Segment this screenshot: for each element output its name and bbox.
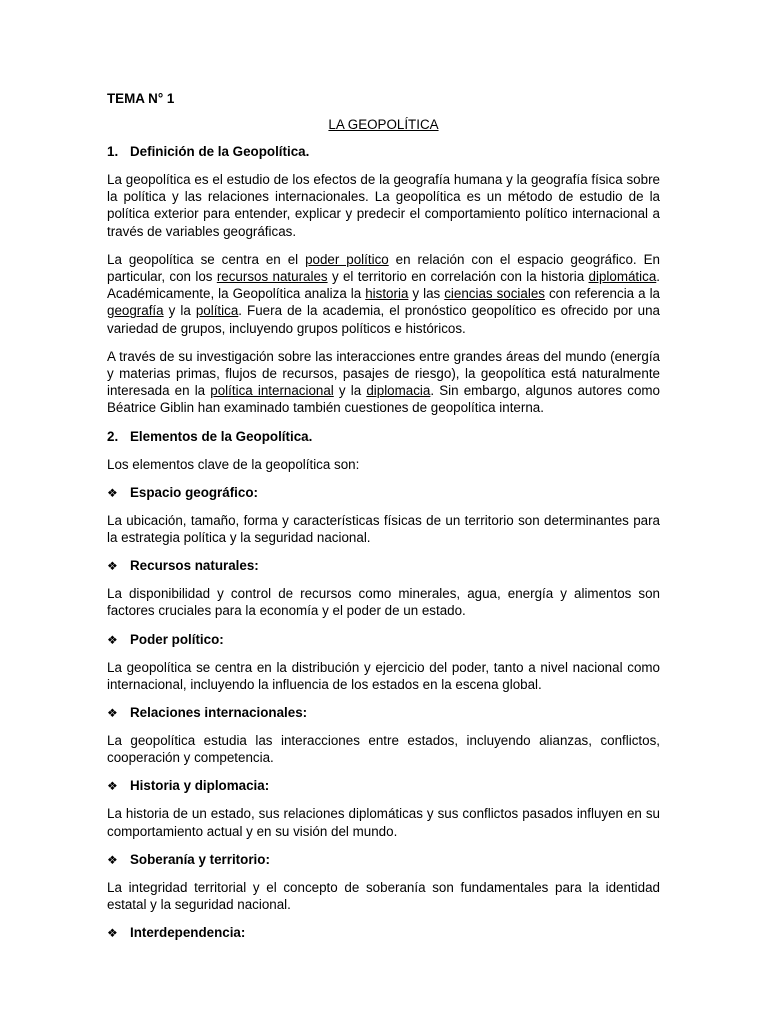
item-text-soberania-territorio: La integridad territorial y el concepto de soberanía son fundamentales para la identidad estatal y la seguridad nacional.: [107, 879, 660, 913]
diamond-bullet-icon: ❖: [107, 852, 118, 867]
item-heading-espacio-geografico: ❖ Espacio geográfico:: [107, 484, 258, 500]
section-2-title: Elementos de la Geopolítica.: [130, 428, 313, 444]
item-heading-poder-politico: ❖ Poder político:: [107, 631, 224, 647]
section-2-number: 2.: [107, 428, 119, 444]
document-title: LA GEOPOLÍTICA: [328, 117, 439, 132]
diamond-bullet-icon: ❖: [107, 485, 118, 500]
link-diplomatica[interactable]: diplomática: [588, 269, 657, 285]
link-recursos-naturales[interactable]: recursos naturales: [216, 269, 328, 285]
diamond-bullet-icon: ❖: [107, 706, 118, 721]
section-1-paragraph-3: A través de su investigación sobre las interacciones entre grandes áreas del mundo (energía y materias primas, flujos de recursos, pasajes de riesgo), la geopolítica está naturalmente interesada en la política internacional y la diplomacia. Sin embargo, algunos autores como Béatrice Giblin han examinado también cuestiones de geopolítica interna.: [107, 348, 661, 416]
item-heading-historia-diplomacia: ❖ Historia y diplomacia:: [107, 778, 270, 794]
item-heading-interdependencia: ❖ Interdependencia:: [107, 925, 246, 941]
item-heading-relaciones-internacionales: ❖ Relaciones internacionales:: [107, 705, 308, 721]
section-2-intro: Los elementos clave de la geopolítica son:: [107, 456, 360, 472]
link-geografia[interactable]: geografía: [107, 303, 164, 319]
link-politica-internacional[interactable]: política internacional: [210, 383, 334, 399]
link-politica[interactable]: política: [195, 303, 239, 319]
tema-label: TEMA N° 1: [107, 91, 175, 106]
item-text-espacio-geografico: La ubicación, tamaño, forma y características físicas de un territorio son determinantes para la estrategia política y la seguridad nacional.: [107, 512, 660, 546]
link-diplomacia[interactable]: diplomacia: [366, 383, 431, 399]
item-heading-recursos-naturales: ❖ Recursos naturales:: [107, 558, 259, 574]
diamond-bullet-icon: ❖: [107, 779, 118, 794]
document-page: [107, 90, 660, 952]
item-text-poder-politico: La geopolítica se centra en la distribución y ejercicio del poder, tanto a nivel nacional como internacional, incluyendo la influencia de los estados en la escena global.: [107, 659, 660, 692]
link-poder-politico[interactable]: poder político: [305, 251, 389, 267]
diamond-bullet-icon: ❖: [107, 632, 118, 647]
section-1-paragraph-2: La geopolítica se centra en el poder político en relación con el espacio geográfico. En particular, con los recursos naturales y el territorio en correlación con la historia diplomática. Académicamente, la Geopolítica analiza la historia y las ciencias sociales con referencia a la geografía y la política. Fuera de la academia, el pronóstico geopolítico es ofrecido por una variedad de grupos, incluyendo grupos políticos e históricos.: [107, 251, 661, 336]
link-ciencias-sociales[interactable]: ciencias sociales: [444, 286, 545, 302]
diamond-bullet-icon: ❖: [107, 559, 118, 574]
item-text-historia-diplomacia: La historia de un estado, sus relaciones diplomáticas y sus conflictos pasados influyen en su comportamiento actual y en su visión del mundo.: [107, 806, 660, 839]
section-1-heading: [107, 143, 660, 160]
section-2-heading: [107, 428, 660, 445]
link-historia[interactable]: historia: [365, 286, 409, 302]
section-1-number: 1.: [107, 144, 119, 159]
diamond-bullet-icon: ❖: [107, 926, 118, 941]
section-1-title: Definición de la Geopolítica.: [130, 144, 310, 159]
item-text-recursos-naturales: La disponibilidad y control de recursos como minerales, agua, energía y alimentos son factores cruciales para la economía y el poder de un estado.: [107, 586, 660, 619]
item-text-relaciones-internacionales: La geopolítica estudia las interacciones entre estados, incluyendo alianzas, conflictos, cooperación y competencia.: [107, 733, 660, 766]
section-1-paragraph-1: La geopolítica es el estudio de los efectos de la geografía humana y la geografía física sobre la política y las relaciones internacionales. La geopolítica es un método de estudio de la política exterior para entender, explicar y predecir el comportamiento político internacional a través de variables geográficas.: [107, 172, 660, 239]
item-heading-soberania-territorio: ❖ Soberanía y territorio:: [107, 851, 270, 867]
